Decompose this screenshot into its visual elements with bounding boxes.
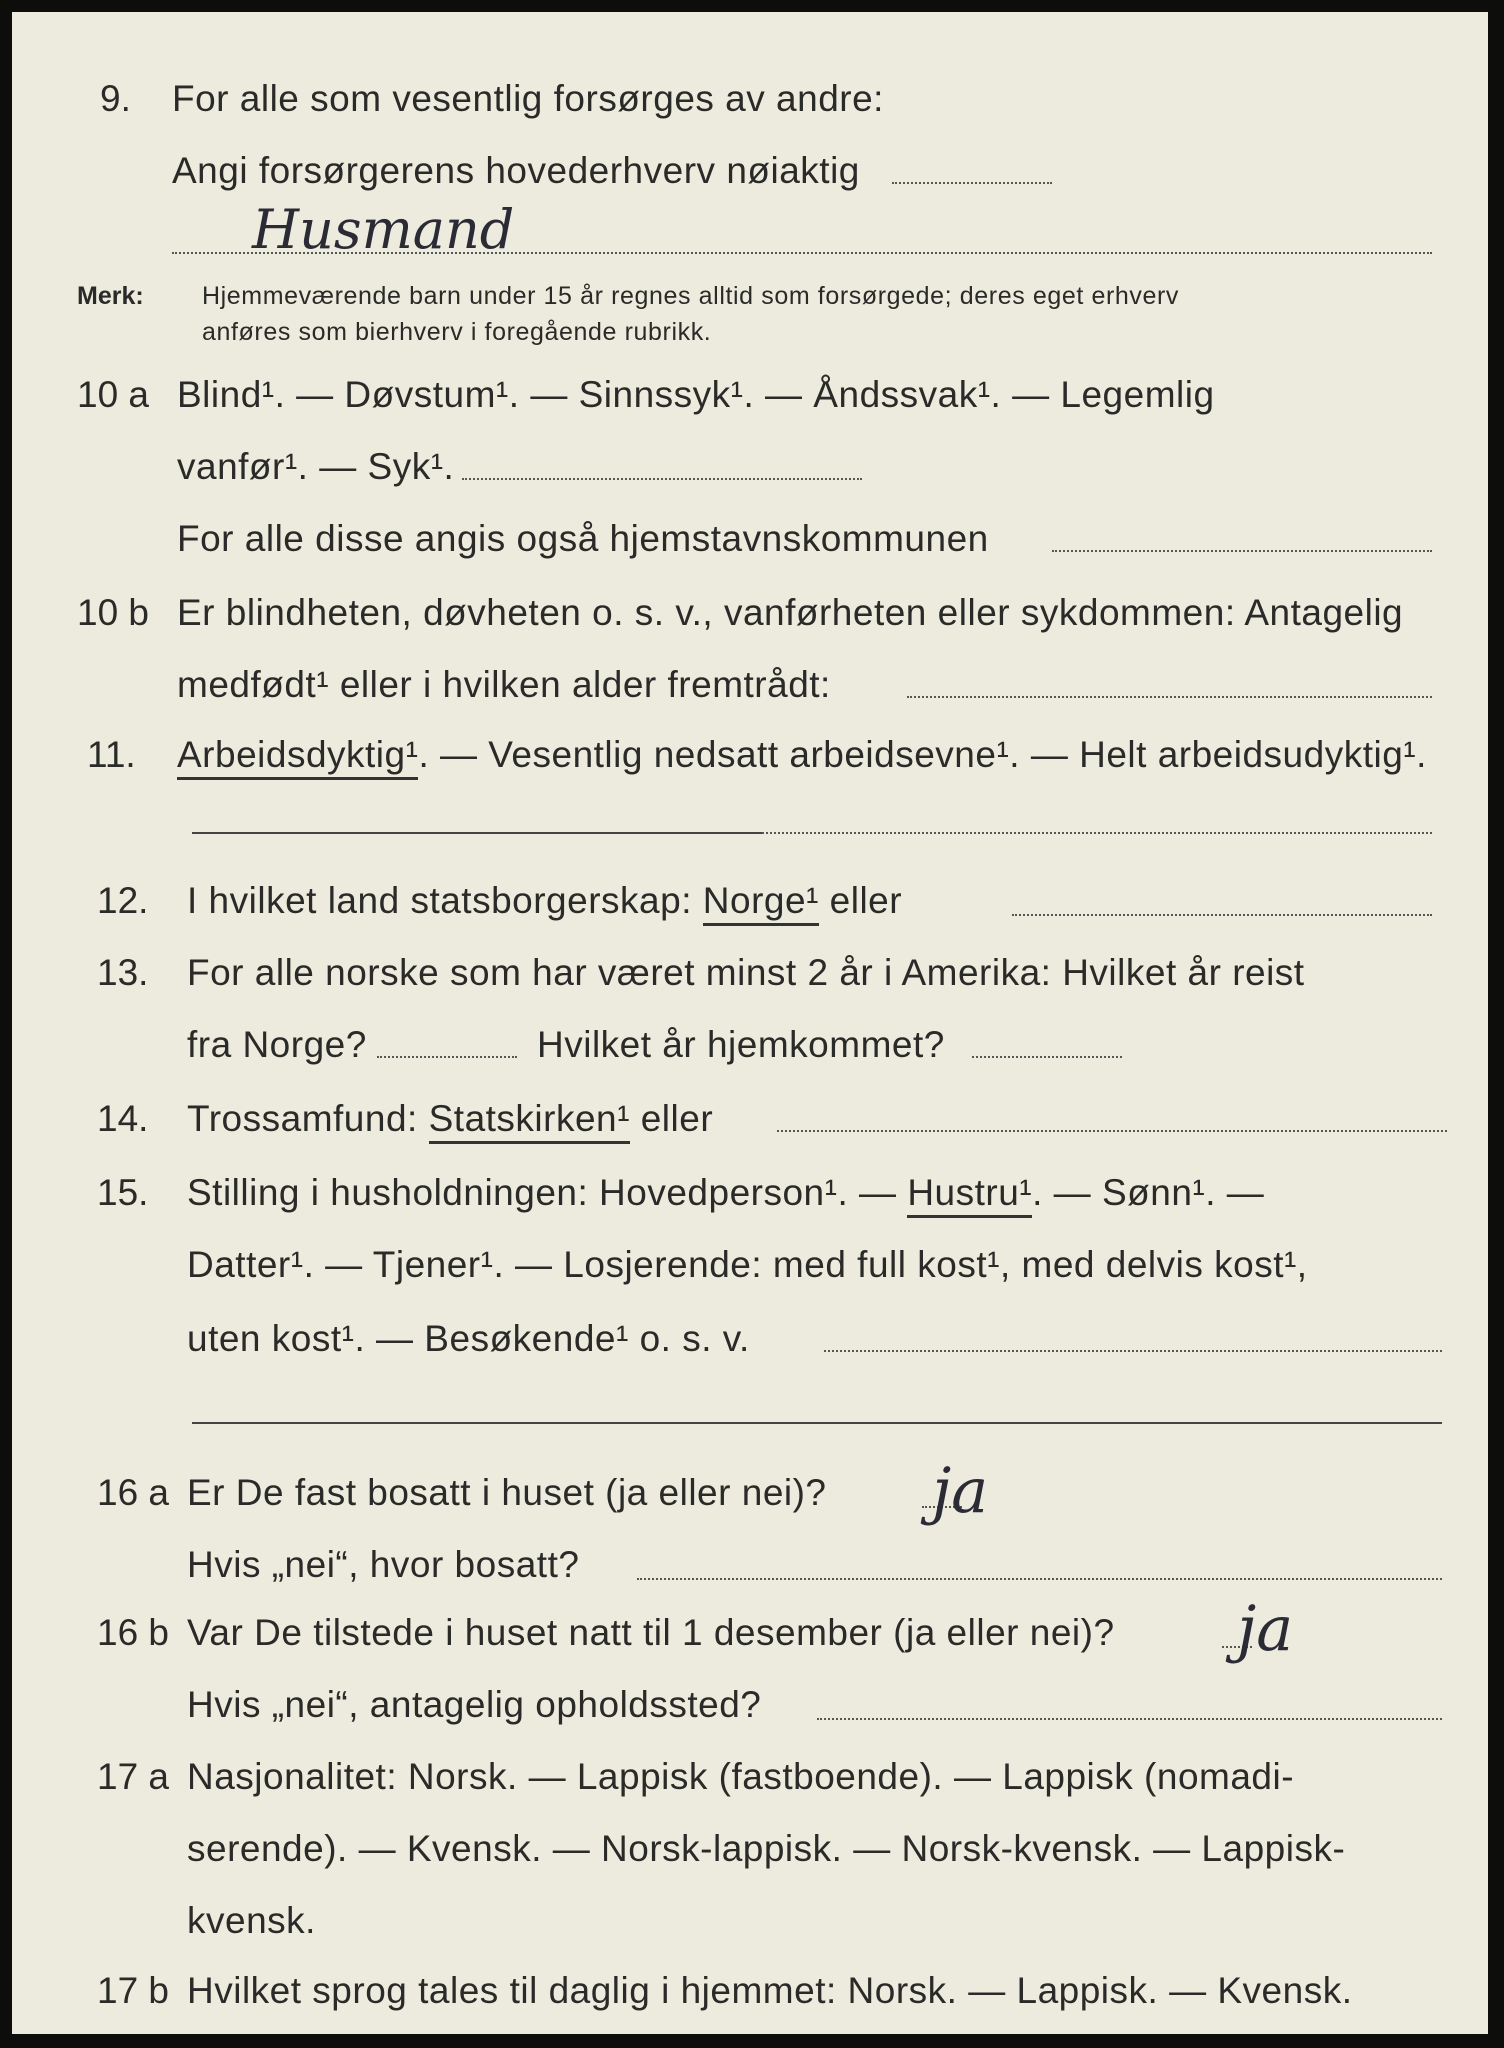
q9-number: 9. (100, 78, 131, 119)
q11-selected-option: Arbeidsdyktig¹ (177, 734, 418, 780)
merk-label: Merk: (77, 282, 144, 310)
q12-eller: eller (829, 880, 903, 921)
q17b-number: 17 b (97, 1970, 170, 2011)
q10a-number: 10 a (77, 374, 150, 415)
q16b-number: 16 b (97, 1612, 170, 1653)
q13-dotted-field-2 (972, 1056, 1122, 1058)
q12-line (187, 880, 902, 922)
q10b-dotted-field (907, 696, 1432, 698)
q17a-line1: Nasjonalitet: Norsk. — Lappisk (fastboende). — Lappisk (nomadi- (187, 1756, 1295, 1797)
merk-line2: anføres som bierhverv i foregående rubrikk. (202, 318, 712, 346)
q16b-answer-handwriting: ja (1237, 1592, 1294, 1665)
q14-selected-option: Statskirken¹ (429, 1098, 630, 1144)
q15-line1-c: . — Sønn¹. — (1032, 1172, 1265, 1213)
q14-dotted-field (777, 1130, 1447, 1132)
q15-line1 (187, 1172, 1264, 1214)
q10b-line2: medfødt¹ eller i hvilken alder fremtrådt: (177, 664, 831, 705)
q10a-dotted-field-2 (1052, 550, 1432, 552)
q12-selected-option: Norge¹ (703, 880, 819, 926)
q13-line2b: Hvilket år hjemkommet? (537, 1024, 945, 1065)
q16b-line2: Hvis „nei“, antagelig opholdssted? (187, 1684, 762, 1725)
q11-other-options: . — Vesentlig nedsatt arbeidsevne¹. — Helt arbeidsudyktig¹. (418, 734, 1427, 775)
q13-line2a: fra Norge? (187, 1024, 367, 1065)
q10a-line3: For alle disse angis også hjemstavnskommunen (177, 518, 989, 559)
q16a-line2: Hvis „nei“, hvor bosatt? (187, 1544, 580, 1585)
q12-dotted-field (1012, 914, 1432, 916)
q15-line3: uten kost¹. — Besøkende¹ o. s. v. (187, 1318, 750, 1359)
q13-number: 13. (97, 952, 149, 993)
q9-answer-line (172, 252, 1432, 254)
q13-dotted-field-1 (377, 1056, 517, 1058)
q16a-dotted-field-2 (637, 1578, 1442, 1580)
q14-eller: eller (640, 1098, 714, 1139)
q15-selected-option: Hustru¹ (907, 1172, 1032, 1218)
q17a-line3: kvensk. (187, 1900, 316, 1941)
q17b-line1: Hvilket sprog tales til daglig i hjemmet: Norsk. — Lappisk. — Kvensk. (187, 1970, 1353, 2011)
q14-number: 14. (97, 1098, 149, 1139)
q17a-number: 17 a (97, 1756, 170, 1797)
q11-number: 11. (87, 734, 136, 775)
q9-answer-handwriting: Husmand (252, 198, 515, 261)
census-form-page (12, 12, 1488, 2034)
q11-line (177, 734, 1427, 776)
q16b-dotted-field-2 (817, 1718, 1442, 1720)
q15-line2: Datter¹. — Tjener¹. — Losjerende: med full kost¹, med delvis kost¹, (187, 1244, 1308, 1285)
q11-answer-line-2 (762, 832, 1432, 834)
q17a-line2: serende). — Kvensk. — Norsk-lappisk. — Norsk-kvensk. — Lappisk- (187, 1828, 1346, 1869)
merk-line1: Hjemmeværende barn under 15 år regnes alltid som forsørgede; deres eget erhverv (202, 282, 1180, 310)
q10b-line1: Er blindheten, døvheten o. s. v., vanførheten eller sykdommen: Antagelig (177, 592, 1404, 633)
q13-line1: For alle norske som har været minst 2 år i Amerika: Hvilket år reist (187, 952, 1305, 993)
q14-line (187, 1098, 713, 1140)
q16a-answer-handwriting: ja (932, 1454, 989, 1527)
q9-line1: For alle som vesentlig forsørges av andre: (172, 78, 884, 119)
q16b-line1: Var De tilstede i huset natt til 1 desember (ja eller nei)? (187, 1612, 1115, 1653)
q12-number: 12. (97, 880, 149, 921)
q12-label: I hvilket land statsborgerskap: (187, 880, 692, 921)
q16a-line1: Er De fast bosatt i huset (ja eller nei)? (187, 1472, 827, 1513)
q10b-number: 10 b (77, 592, 150, 633)
q15-dotted-field (824, 1350, 1442, 1352)
q14-label: Trossamfund: (187, 1098, 418, 1139)
q10a-line1: Blind¹. — Døvstum¹. — Sinnssyk¹. — Åndssvak¹. — Legemlig (177, 374, 1215, 415)
q10a-dotted-field-1 (462, 478, 862, 480)
q9-dotted-field (892, 182, 1052, 184)
q15-line1-a: Stilling i husholdningen: Hovedperson¹. — (187, 1172, 897, 1213)
q11-answer-line-1 (192, 832, 762, 834)
q16a-number: 16 a (97, 1472, 170, 1513)
q9-line2: Angi forsørgerens hovederhverv nøiaktig (172, 150, 860, 191)
q15-answer-line (192, 1422, 1442, 1424)
q10a-line2: vanfør¹. — Syk¹. (177, 446, 455, 487)
q15-number: 15. (97, 1172, 149, 1213)
